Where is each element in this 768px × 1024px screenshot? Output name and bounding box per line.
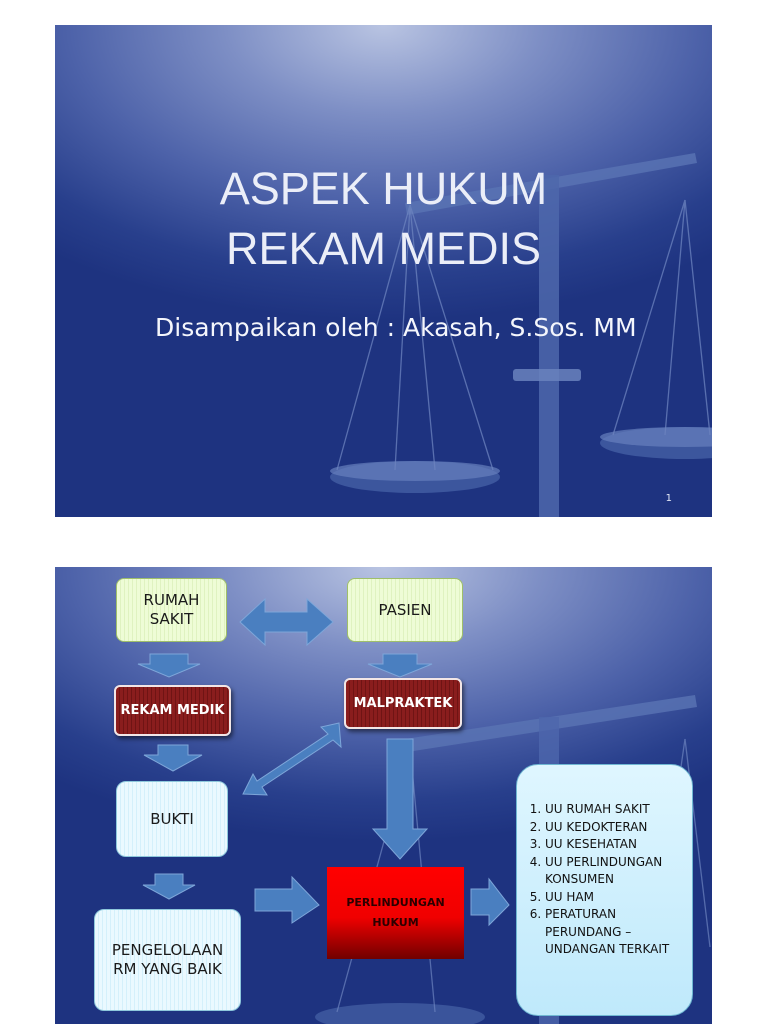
slide-number: 1: [665, 493, 672, 504]
down-arrow-icon: [144, 745, 202, 771]
law-item: 4. UU PERLINDUNGAN KONSUMEN: [545, 854, 684, 889]
slide-2: [55, 567, 712, 1024]
down-arrow-icon: [368, 654, 432, 677]
title-line-1: ASPEK HUKUM: [219, 163, 548, 214]
down-arrow-icon: [373, 739, 427, 859]
bukti-box: [116, 781, 228, 857]
down-arrow-icon: [143, 874, 195, 899]
pengelolaan-label: PENGELOLAAN RM YANG BAIK: [111, 941, 224, 978]
down-arrow-icon: [138, 654, 200, 677]
diagonal-double-arrow-icon: [243, 723, 341, 795]
rekam-medik-label: REKAM MEDIK: [120, 703, 225, 718]
perlindungan-hukum-label: PERLINDUNGAN HUKUM: [346, 896, 445, 929]
presenter-text: Disampaikan oleh : Akasah, S.Sos. MM: [155, 313, 637, 342]
law-item: 3. UU KESEHATAN: [545, 836, 684, 854]
law-item: 1. UU RUMAH SAKIT: [545, 801, 684, 819]
bukti-label: BUKTI: [150, 809, 194, 828]
pasien-box: [347, 578, 463, 642]
pengelolaan-box: [94, 909, 241, 1011]
pasien-label: PASIEN: [378, 600, 432, 619]
malpraktek-label: MALPRAKTEK: [353, 696, 453, 711]
rumah-sakit-label: RUMAH SAKIT: [143, 591, 200, 628]
laws-list-box: [516, 764, 693, 1016]
title-line-2: REKAM MEDIS: [225, 223, 542, 274]
slide-1: [55, 25, 712, 517]
malpraktek-box: [344, 678, 462, 729]
right-arrow-icon: [471, 879, 509, 925]
double-arrow-icon: [240, 599, 333, 645]
law-item: 5. UU HAM: [545, 889, 684, 907]
rumah-sakit-box: [116, 578, 227, 642]
laws-list: [517, 765, 692, 959]
perlindungan-hukum-box: [327, 867, 464, 959]
law-item: 6. PERATURAN PERUNDANG – UNDANGAN TERKAIT: [545, 906, 684, 959]
law-item: 2. UU KEDOKTERAN: [545, 819, 684, 837]
rekam-medik-box: [114, 685, 231, 736]
right-arrow-icon: [255, 877, 319, 923]
